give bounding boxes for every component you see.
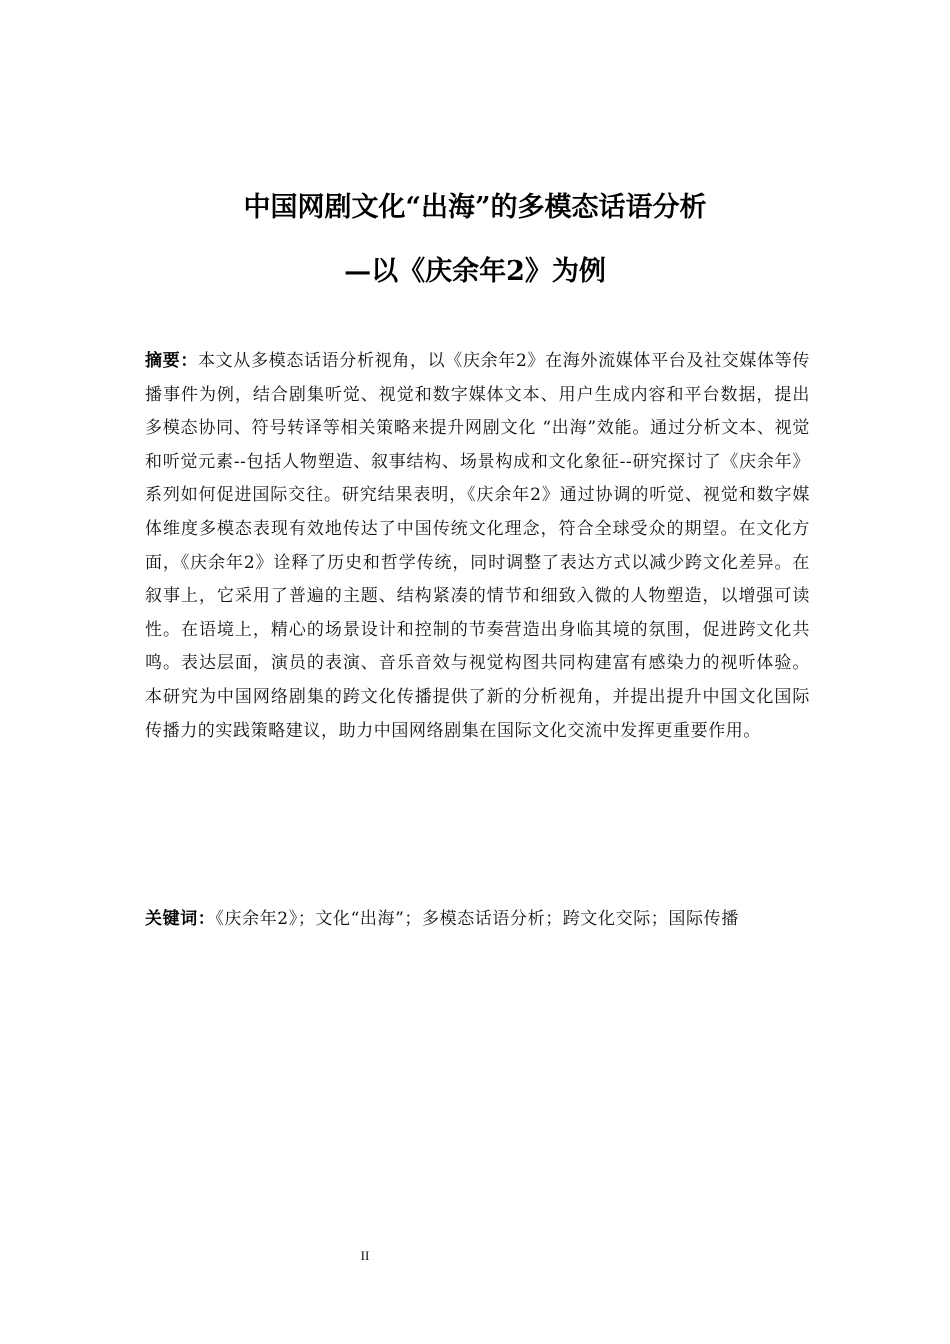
- abstract-label: 摘要：: [145, 351, 198, 371]
- abstract-text: 本文从多模态话语分析视角，以《庆余年2》在海外流媒体平台及社交媒体等传播事件为例，结合剧集听觉、视觉和数字媒体文本、用户生成内容和平台数据，提出多模态协同、符号转译等相关策略来提升网剧文化 “出海”效能。通过分析文本、视觉和听觉元素--包括人物塑造、叙事结构、场景构成和文化象征--研究探讨了《庆余年》系列如何促进国际交往。研究结果表明，《庆余年2》通过协调的听觉、视觉和数字媒体维度多模态表现有效地传达了中国传统文化理念，符合全球受众的期望。在文化方面，《庆余年2》诠释了历史和哲学传统，同时调整了表达方式以减少跨文化差异。在叙事上，它采用了普遍的主题、结构紧凑的情节和细致入微的人物塑造，以增强可读性。在语境上，精心的场景设计和控制的节奏营造出身临其境的氛围，促进跨文化共鸣。表达层面，演员的表演、音乐音效与视觉构图共同构建富有感染力的视听体验。本研究为中国网络剧集的跨文化传播提供了新的分析视角，并提出提升中国文化国际传播力的实践策略建议，助力中国网络剧集在国际文化交流中发挥更重要作用。: [145, 351, 810, 741]
- document-subtitle: —以《庆余年2》为例: [344, 256, 606, 287]
- page-number: II: [360, 1248, 370, 1263]
- keywords-label: 关键词：: [145, 909, 216, 929]
- document-title: 中国网剧文化“出海”的多模态话语分析: [243, 192, 707, 223]
- keywords-section: [145, 903, 800, 936]
- abstract-section: [145, 345, 810, 748]
- keywords-text: 《庆余年2》；文化“出海”；多模态话语分析；跨文化交际；国际传播: [215, 909, 739, 929]
